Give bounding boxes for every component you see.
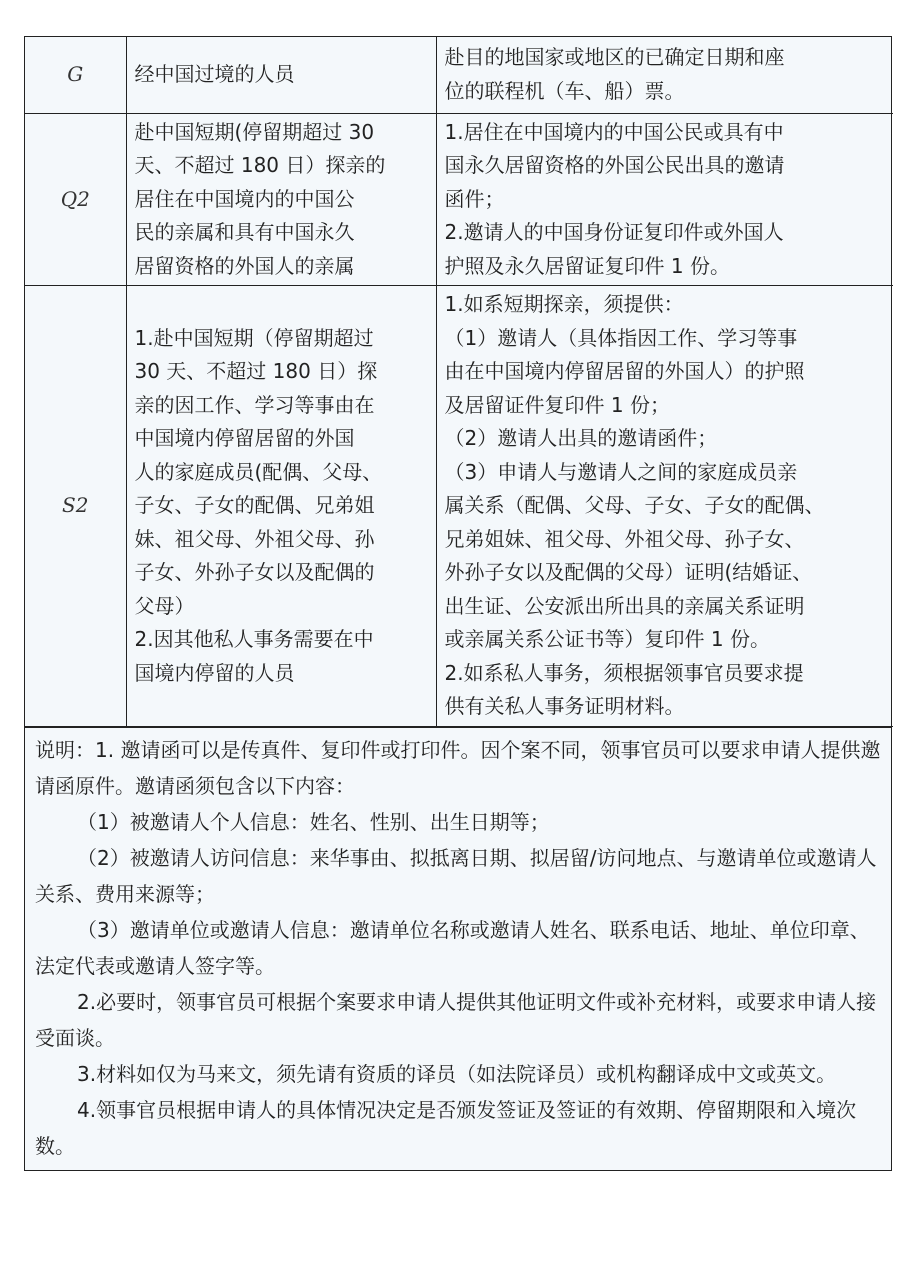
note-paragraph: 2.必要时，领事官员可根据个案要求申请人提供其他证明文件或补充材料，或要求申请人接受面谈。 xyxy=(35,989,877,1050)
materials-line: 供有关私人事务证明材料。 xyxy=(444,694,685,718)
applicant-cell xyxy=(126,37,436,113)
applicant-line: 居留资格的外国人的亲属 xyxy=(134,253,355,278)
materials-cell xyxy=(436,37,893,113)
applicant-line: 亲的因工作、学习等事由在 xyxy=(134,392,375,417)
materials-line: 由在中国境内停留居留的外国人）的护照 xyxy=(444,359,805,383)
materials-line: （1）邀请人（具体指因工作、学习等事 xyxy=(444,325,798,350)
materials-line: 2.如系私人事务，须根据领事官员要求提 xyxy=(444,660,804,685)
materials-line: 兄弟姐妹、祖父母、外祖父母、孙子女、 xyxy=(444,526,805,551)
table-row xyxy=(25,286,893,727)
applicant-line: 子女、外孙子女以及配偶的 xyxy=(134,560,375,584)
materials-line: 外孙子女以及配偶的父母）证明(结婚证、 xyxy=(444,560,813,584)
visa-code-cell: G xyxy=(25,37,126,113)
note-paragraph: （1）被邀请人个人信息：姓名、性别、出生日期等； xyxy=(77,809,550,834)
materials-line: 属关系（配偶、父母、子女、子女的配偶、 xyxy=(444,493,825,517)
applicant-line: 民的亲属和具有中国永久 xyxy=(134,220,355,244)
note-paragraph: 4.领事官员根据申请人的具体情况决定是否颁发签证及签证的有效期、停留期限和入境次数。 xyxy=(35,1097,857,1158)
applicant-line: 2.因其他私人事务需要在中 xyxy=(134,627,374,651)
applicant-line: 经中国过境的人员 xyxy=(134,62,295,86)
applicant-line: 中国境内停留居留的外国 xyxy=(134,426,355,450)
materials-line: 或亲属关系公证书等）复印件 1 份。 xyxy=(444,627,770,651)
applicant-line: 子女、子女的配偶、兄弟姐 xyxy=(134,493,375,517)
applicant-line: 30 天、不超过 180 日）探 xyxy=(134,359,378,383)
applicant-line: 妹、祖父母、外祖父母、孙 xyxy=(134,526,375,551)
visa-code-cell: Q2 xyxy=(25,113,126,286)
materials-line: （3）申请人与邀请人之间的家庭成员亲 xyxy=(444,459,798,484)
materials-line: 函件； xyxy=(444,186,505,211)
notes-section xyxy=(25,727,891,1170)
visa-category-table xyxy=(25,37,893,727)
table-row xyxy=(25,113,893,286)
applicant-line: 赴中国短期(停留期超过 30 xyxy=(134,119,375,144)
visa-requirements-document xyxy=(24,36,892,1171)
note-paragraph: （2）被邀请人访问信息：来华事由、拟抵离日期、拟居留/访问地点、与邀请单位或邀请人关系、费用来源等； xyxy=(35,845,877,906)
materials-line: 2.邀请人的中国身份证复印件或外国人 xyxy=(444,220,784,244)
materials-cell xyxy=(436,113,893,286)
materials-line: 及居留证件复印件 1 份； xyxy=(444,392,670,417)
materials-line: 护照及永久居留证复印件 1 份。 xyxy=(444,253,730,278)
materials-line: 国永久居留资格的外国公民出具的邀请 xyxy=(444,153,785,177)
applicant-line: 国境内停留的人员 xyxy=(134,660,295,685)
materials-cell xyxy=(436,286,893,727)
applicant-cell xyxy=(126,286,436,727)
applicant-line: 父母） xyxy=(134,593,195,618)
applicant-line: 人的家庭成员(配偶、父母、 xyxy=(134,459,383,484)
visa-code-cell: S2 xyxy=(25,286,126,727)
applicant-line: 居住在中国境内的中国公 xyxy=(134,186,355,211)
materials-line: 赴目的地国家或地区的已确定日期和座 xyxy=(444,45,785,70)
materials-line: 出生证、公安派出所出具的亲属关系证明 xyxy=(444,593,805,618)
note-paragraph: 3.材料如仅为马来文，须先请有资质的译员（如法院译员）或机构翻译成中文或英文。 xyxy=(77,1061,837,1086)
materials-line: （2）邀请人出具的邀请函件； xyxy=(444,426,718,450)
note-paragraph: 说明：1. 邀请函可以是传真件、复印件或打印件。因个案不同，领事官员可以要求申请人提供邀请函原件。邀请函须包含以下内容： xyxy=(35,737,881,798)
table-row xyxy=(25,37,893,113)
applicant-line: 1.赴中国短期（停留期超过 xyxy=(134,325,374,350)
materials-line: 1.居住在中国境内的中国公民或具有中 xyxy=(444,119,784,144)
materials-line: 位的联程机（车、船）票。 xyxy=(444,78,685,103)
materials-line: 1.如系短期探亲，须提供： xyxy=(444,292,684,316)
note-paragraph: （3）邀请单位或邀请人信息：邀请单位名称或邀请人姓名、联系电话、地址、单位印章、法定代表或邀请人签字等。 xyxy=(35,917,870,978)
applicant-line: 天、不超过 180 日）探亲的 xyxy=(134,153,386,177)
applicant-cell xyxy=(126,113,436,286)
